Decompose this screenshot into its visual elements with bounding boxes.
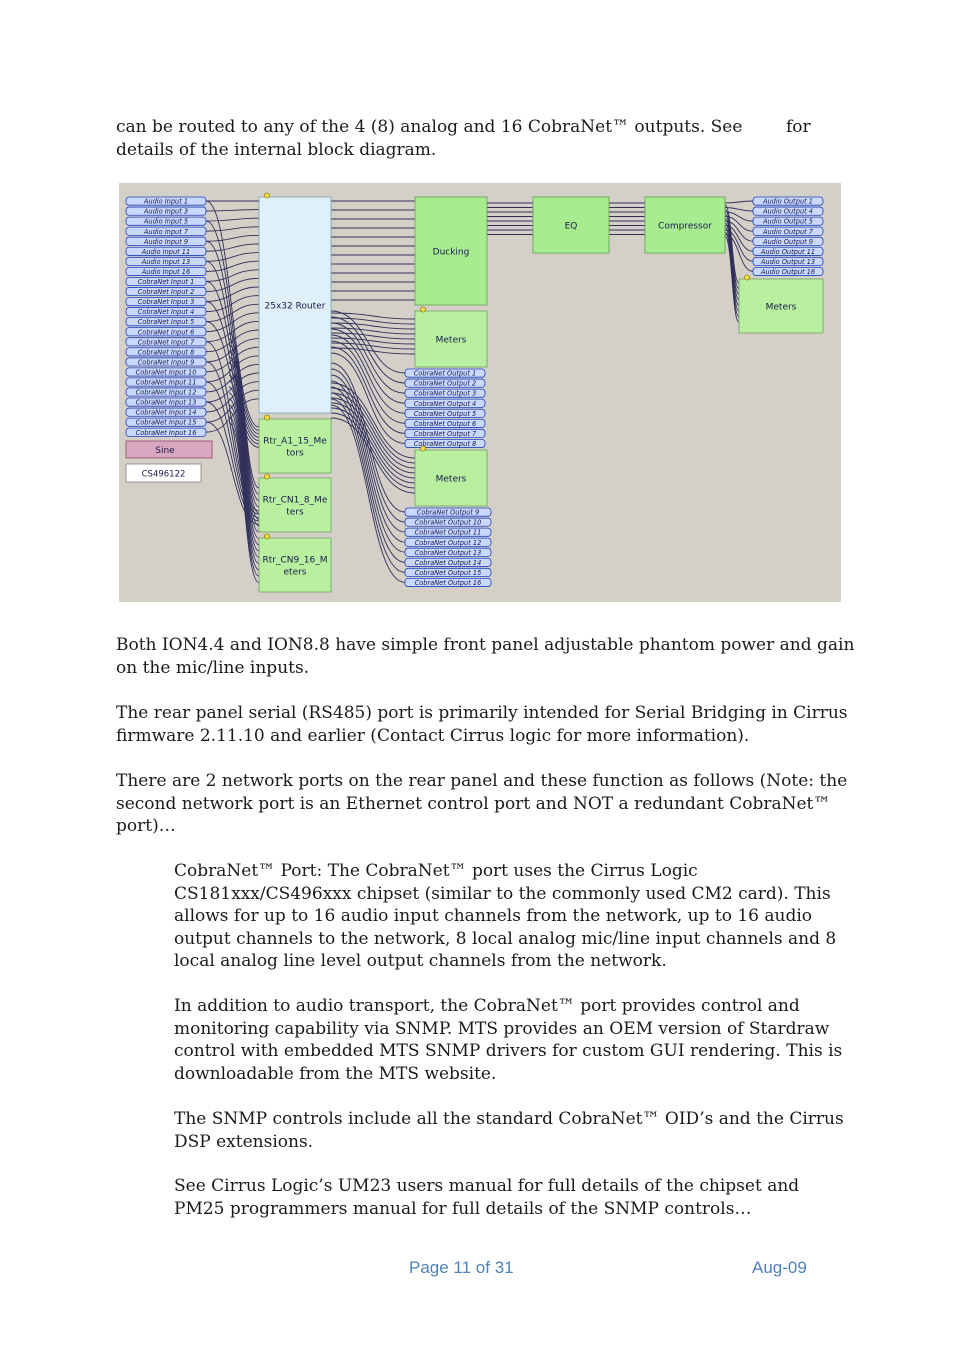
input-4: Audio Input 7: [143, 227, 189, 236]
cobranet-output-7: CobraNet Output 7: [413, 429, 477, 438]
input-7: Audio Input 13: [141, 257, 191, 266]
cobranet-output-9: CobraNet Output 9: [416, 508, 480, 517]
audio-output-4: Audio Output 7: [762, 227, 814, 236]
block-diagram: [119, 183, 841, 602]
sine-label: Sine: [155, 446, 175, 456]
input-20: CobraNet Input 12: [135, 388, 197, 397]
input-14: CobraNet Input 6: [137, 328, 195, 337]
cobranet-output-15: CobraNet Output 15: [414, 568, 482, 577]
cobranet-output-10: CobraNet Output 10: [414, 518, 482, 527]
cobranet-output-6: CobraNet Output 6: [413, 419, 477, 428]
input-8: Audio Input 16: [141, 267, 191, 276]
rtr-a1-15-meters-line-2: tors: [286, 448, 304, 459]
input-1: Audio Input 1: [143, 197, 189, 206]
eq: EQ: [564, 221, 578, 232]
rtr-a1-15-meters-node: [264, 415, 269, 420]
rtr-cn1-8-meters-line-2: ters: [286, 507, 304, 518]
rtr-a1-15-meters-line-1: Rtr_A1_15_Me: [263, 436, 327, 447]
input-13: CobraNet Input 5: [137, 318, 195, 327]
input-5: Audio Input 9: [143, 237, 189, 246]
cobranet-output-12: CobraNet Output 12: [414, 538, 482, 547]
cobranet-output-4: CobraNet Output 4: [413, 399, 477, 408]
input-19: CobraNet Input 11: [135, 378, 197, 387]
input-2: Audio Input 3: [143, 207, 189, 216]
rtr-cn1-8-meters-node: [264, 474, 269, 479]
input-16: CobraNet Input 8: [137, 348, 195, 357]
input-10: CobraNet Input 2: [137, 288, 195, 297]
input-9: CobraNet Input 1: [137, 278, 195, 286]
cobranet-output-3: CobraNet Output 3: [413, 389, 477, 398]
input-23: CobraNet Input 15: [135, 418, 197, 427]
paragraph-phantom-power: Both ION4.4 and ION8.8 have simple front panel adjustable phantom power and gain on the mic/line inputs.: [116, 635, 855, 678]
input-22: CobraNet Input 14: [135, 408, 197, 417]
cobranet-output-14: CobraNet Output 14: [414, 558, 482, 567]
audio-output-1: Audio Output 1: [762, 197, 814, 206]
paragraph-manuals: See Cirrus Logic’s UM23 users manual for full details of the chipset and PM25 programmers manual for full details of the SNMP controls…: [174, 1176, 800, 1219]
input-17: CobraNet Input 9: [137, 358, 195, 367]
cobranet-output-1: CobraNet Output 1: [413, 369, 477, 378]
meters-1: Meters: [435, 335, 467, 346]
cobranet-output-16: CobraNet Output 16: [414, 578, 482, 587]
rtr-cn1-8-meters-line-1: Rtr_CN1_8_Me: [262, 495, 328, 506]
input-3: Audio Input 5: [143, 217, 189, 226]
input-6: Audio Input 11: [141, 247, 191, 256]
router-node: [264, 193, 269, 198]
audio-output-2: Audio Output 4: [762, 207, 814, 216]
cobranet-output-11: CobraNet Output 11: [414, 528, 482, 537]
chip-label: CS496122: [141, 469, 186, 480]
input-15: CobraNet Input 7: [137, 338, 195, 347]
audio-output-5: Audio Output 9: [762, 237, 814, 246]
page-number: Page 11 of 31: [409, 1258, 514, 1277]
paragraph-snmp-control: In addition to audio transport, the CobraNet™ port provides control and monitoring capability via SNMP. MTS provides an OEM version of Stardraw control with embedded MTS SNMP drivers for custom GUI rendering. This is downloadable from the MTS website.: [174, 996, 843, 1084]
rtr-cn9-16-meters-line-2: eters: [283, 567, 307, 578]
footer-date: Aug-09: [752, 1258, 807, 1277]
input-21: CobraNet Input 13: [135, 398, 197, 407]
intro-line-1: can be routed to any of the 4 (8) analog and 16 CobraNet™ outputs. See: [116, 117, 743, 137]
meters-3: Meters: [765, 302, 797, 313]
audio-output-3: Audio Output 5: [762, 217, 814, 226]
audio-output-8: Audio Output 16: [760, 267, 816, 276]
intro-line-1-tail: for: [786, 117, 811, 137]
cobranet-output-2: CobraNet Output 2: [413, 379, 477, 388]
meters-1-node: [420, 307, 425, 312]
paragraph-cobranet-port: CobraNet™ Port: The CobraNet™ port uses the Cirrus Logic CS181xxx/CS496xxx chipset (similar to the commonly used CM2 card). This allows for up to 16 audio input channels from the network, up to 16 audio output channels to the network, 8 local analog mic/line input channels and 8 local analog line level output channels from the network.: [174, 861, 837, 972]
input-11: CobraNet Input 3: [137, 298, 195, 307]
intro-line-2: details of the internal block diagram.: [116, 140, 437, 160]
input-24: CobraNet Input 16: [135, 428, 197, 437]
audio-output-7: Audio Output 13: [760, 257, 816, 266]
rtr-cn9-16-meters-node: [264, 534, 269, 539]
compressor: Compressor: [658, 221, 712, 232]
cobranet-output-13: CobraNet Output 13: [414, 548, 482, 557]
ducking: Ducking: [432, 247, 470, 258]
audio-output-6: Audio Output 11: [760, 247, 816, 256]
meters-3-node: [744, 275, 749, 280]
cobranet-output-5: CobraNet Output 5: [413, 409, 477, 418]
paragraph-network-ports: There are 2 network ports on the rear panel and these function as follows (Note: the second network port is an Ethernet control port and NOT a redundant CobraNet™ port)…: [116, 771, 848, 837]
input-12: CobraNet Input 4: [137, 308, 195, 317]
paragraph-serial-port: The rear panel serial (RS485) port is primarily intended for Serial Bridging in Cirrus firmware 2.11.10 and earlier (Contact Cirrus logic for more information).: [116, 703, 848, 746]
rtr-cn9-16-meters-line-1: Rtr_CN9_16_M: [262, 555, 328, 566]
cobranet-output-8: CobraNet Output 8: [413, 439, 477, 448]
paragraph-snmp-oids: The SNMP controls include all the standard CobraNet™ OID’s and the Cirrus DSP extensions.: [174, 1109, 844, 1152]
router: 25x32 Router: [264, 301, 326, 312]
meters-2: Meters: [435, 474, 467, 485]
input-18: CobraNet Input 10: [135, 368, 197, 377]
